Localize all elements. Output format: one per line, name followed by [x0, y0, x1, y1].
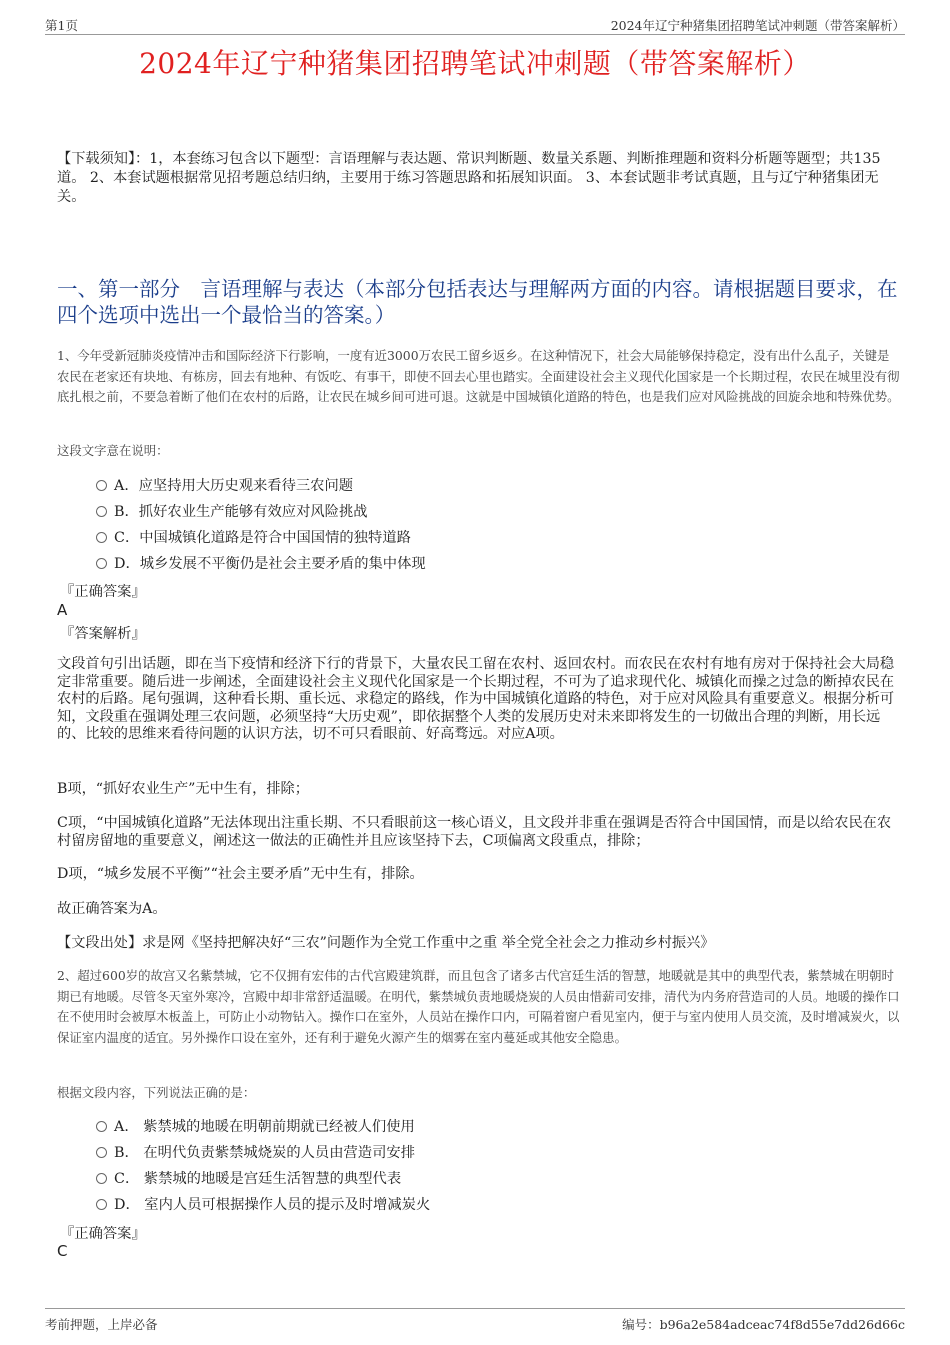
radio-icon[interactable]	[96, 506, 107, 517]
q1-option-a[interactable]	[96, 476, 353, 496]
q1-analysis-conclusion: 故正确答案为A。	[57, 901, 167, 917]
q1-prompt: 这段文字意在说明：	[57, 443, 169, 458]
option-label: A． 紫禁城的地暖在明朝前期就已经被人们使用	[114, 1119, 415, 1135]
radio-icon[interactable]	[96, 1173, 107, 1184]
radio-icon[interactable]	[96, 558, 107, 569]
q1-analysis-d: D项，“城乡发展不平衡”“社会主要矛盾”无中生有，排除。	[57, 866, 424, 882]
radio-icon[interactable]	[96, 480, 107, 491]
q2-option-c[interactable]	[96, 1169, 401, 1189]
footer-serial: 编号：b96a2e584adceac74f8d55e7dd26d66c	[622, 1317, 905, 1332]
q1-option-c[interactable]	[96, 528, 411, 548]
q2-option-b[interactable]	[96, 1143, 415, 1163]
section-heading: 一、第一部分 言语理解与表达（本部分包括表达与理解两方面的内容。请根据题目要求，在四个选项中选出一个最恰当的答案。）	[57, 277, 898, 327]
page-header	[45, 14, 905, 35]
radio-icon[interactable]	[96, 1199, 107, 1210]
q2-answer: C	[57, 1242, 68, 1260]
q1-analysis-c: C项，“中国城镇化道路”无法体现出注重长期、不只看眼前这一核心语义，且文段并非重在强调是否符合中国国情，而是以给农民在农村留房留地的重要意义，阐述这一做法的正确性并且应该坚持下去，C项偏离文段重点，排除；	[57, 815, 892, 849]
document-title: 2024年辽宁种猪集团招聘笔试冲刺题（带答案解析）	[139, 47, 811, 80]
q1-source: 【文段出处】求是网《坚持把解决好“三农”问题作为全党工作重中之重 举全党全社会之力推动乡村振兴》	[57, 935, 715, 951]
q1-answer-label: 『正确答案』	[60, 584, 146, 600]
option-label: C．中国城镇化道路是符合中国国情的独特道路	[114, 530, 411, 546]
download-notice: 【下载须知】：1，本套练习包含以下题型：言语理解与表达题、常识判断题、数量关系题、判断推理题和资料分析题等题型；共135道。 2、本套试题根据常见招考题总结归纳，主要用于练习答题思路和拓展知识面。 3、本套试题非考试真题，且与辽宁种猪集团无关。	[57, 151, 881, 205]
q1-analysis-b: B项，“抓好农业生产”无中生有，排除；	[57, 781, 309, 797]
q1-answer: A	[57, 601, 68, 619]
q1-option-d[interactable]	[96, 554, 426, 574]
option-label: B．抓好农业生产能够有效应对风险挑战	[114, 504, 368, 520]
footer-slogan: 考前押题，上岸必备	[45, 1317, 158, 1332]
radio-icon[interactable]	[96, 532, 107, 543]
radio-icon[interactable]	[96, 1121, 107, 1132]
q1-option-b[interactable]	[96, 502, 368, 522]
option-label: B． 在明代负责紫禁城烧炭的人员由营造司安排	[114, 1145, 415, 1161]
q2-option-d[interactable]	[96, 1195, 430, 1215]
q2-passage: 2、超过600岁的故宫又名紫禁城，它不仅拥有宏伟的古代宫殿建筑群，而且包含了诸多古代宫廷生活的智慧，地暖就是其中的典型代表，紫禁城在明朝时期已有地暖。尽管冬天室外寒冷，宫殿中却非常舒适温暖。在明代，紫禁城负责地暖烧炭的人员由惜薪司安排，清代为内务府营造司的人员。地暖的操作口在不使用时会被厚木板盖上，可防止小动物钻入。操作口在室外，人员站在操作口内，可隔着窗户看见室内，便于与室内使用人员交流，及时增减炭火，以保证室内温度的适宜。另外操作口设在室外，还有利于避免火源产生的烟雾在室内蔓延或其他安全隐患。	[57, 968, 900, 1045]
q2-prompt: 根据文段内容，下列说法正确的是：	[57, 1085, 256, 1100]
q2-answer-label: 『正确答案』	[60, 1226, 146, 1242]
radio-icon[interactable]	[96, 1147, 107, 1158]
q1-passage: 1、今年受新冠肺炎疫情冲击和国际经济下行影响，一度有近3000万农民工留乡返乡。在这种情况下，社会大局能够保持稳定，没有出什么乱子，关键是农民在老家还有块地、有栋房，回去有地种、有饭吃、有事干，即使不回去心里也踏实。全面建设社会主义现代化国家是一个长期过程，农民在城里没有彻底扎根之前，不要急着断了他们在农村的后路，让农民在城乡间可进可退。这就是中国城镇化道路的特色，也是我们应对风险挑战的回旋余地和特殊优势。	[57, 348, 900, 404]
option-label: D． 室内人员可根据操作人员的提示及时增减炭火	[114, 1197, 431, 1213]
q2-option-a[interactable]	[96, 1117, 415, 1137]
page-footer	[45, 1308, 905, 1331]
q1-analysis-main: 文段首句引出话题，即在当下疫情和经济下行的背景下，大量农民工留在农村、返回农村。而农民在农村有地有房对于保持社会大局稳定非常重要。随后进一步阐述，全面建设社会主义现代化国家是一个长期过程，不可为了追求现代化、城镇化而操之过急的断掉农民在农村的后路。尾句强调，这种看长期、重长远、求稳定的路线，作为中国城镇化道路的特色，对于应对风险具有重要意义。根据分析可知，文段重在强调处理三农问题，必须坚持“大历史观”，即依据整个人类的发展历史对未来即将发生的一切做出合理的判断，用长远的、比较的思维来看待问题的认识方法，切不可只看眼前、好高骛远。对应A项。	[57, 656, 895, 742]
q1-analysis-label: 『答案解析』	[60, 626, 146, 642]
option-label: A．应坚持用大历史观来看待三农问题	[114, 478, 354, 494]
option-label: C． 紫禁城的地暖是宫廷生活智慧的典型代表	[114, 1171, 402, 1187]
header-doc-title: 2024年辽宁种猪集团招聘笔试冲刺题（带答案解析）	[610, 18, 905, 33]
page-number: 第1页	[45, 18, 78, 33]
option-label: D．城乡发展不平衡仍是社会主要矛盾的集中体现	[114, 556, 426, 572]
